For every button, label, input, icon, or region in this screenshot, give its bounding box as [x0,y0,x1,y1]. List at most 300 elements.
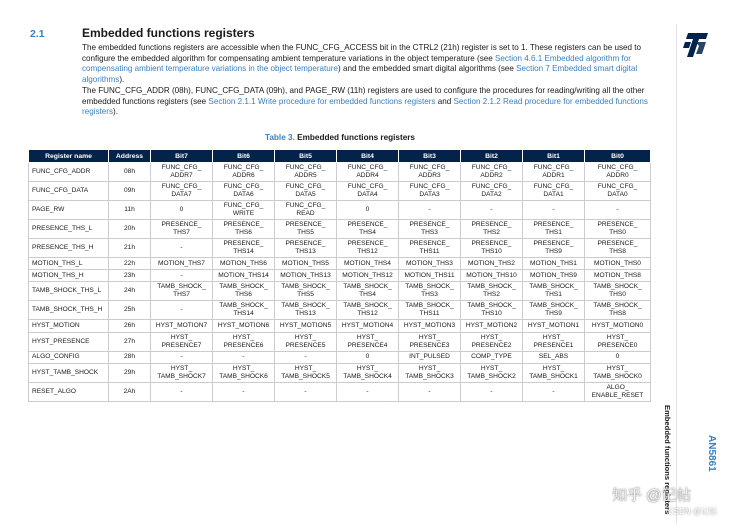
bit-cell [337,363,399,382]
table-row [29,320,651,332]
bit-cell [151,182,213,201]
register-name-cell: PAGE_RW [29,201,109,220]
address-cell: 23h [109,270,151,282]
bit-label: THS14 [233,248,254,255]
bit-cell [461,163,523,182]
bit-label: TAMB_SHOCK_ [593,283,642,291]
bit-cell [523,182,585,201]
bit-cell [337,332,399,351]
register-name-cell: MOTION_THS_H [29,270,109,282]
bit-label: TAMB_SHOCK_ [405,283,454,291]
address-cell: 29h [109,363,151,382]
bit-cell [461,382,523,401]
document-code: AN5861 [706,435,717,472]
bit-label: - [428,387,431,395]
bit-label: - [304,387,307,395]
bit-cell [275,163,337,182]
bit-label: PRESENCE_ [533,240,574,247]
bit-cell [337,163,399,182]
column-header: Bit4 [337,150,399,163]
bit-label: FUNC_CFG_ [347,164,388,171]
watermark-main: 知乎 @记帖 [612,487,692,504]
column-header: Bit3 [399,150,461,163]
link-section-7[interactable]: Section 7 Embedded smart digital algorithms [82,64,638,84]
column-header: Address [109,150,151,163]
bit-label: TAMB_SHOCK_ [343,302,392,310]
bit-cell [523,382,585,401]
bit-label: MOTION_THS2 [468,259,515,267]
bit-label: WRITE [232,210,255,217]
bit-label: TAMB_SHOCK2 [467,372,516,380]
bit-label: - [490,206,493,213]
bit-cell [523,320,585,332]
bit-label: PRESENCE_ [533,221,574,228]
address-cell: 20h [109,220,151,239]
bit-label: THS3 [421,291,438,299]
bit-label: HYST_ [418,364,441,372]
bit-label: HYST_ [232,364,255,372]
bit-cell [151,258,213,270]
bit-label: THS5 [297,291,314,299]
address-cell: 22h [109,258,151,270]
column-header: Bit5 [275,150,337,163]
bit-label: MOTION_THS9 [530,271,577,279]
bit-label: - [490,387,493,395]
bit-label: TAMB_SHOCK_ [529,302,578,310]
table-row [29,351,651,363]
register-name-cell: ALGO_CONFIG [29,351,109,363]
bit-label: PRESENCE0 [597,341,638,349]
bit-cell [213,382,275,401]
table-header-row [29,150,651,163]
bit-label: TAMB_SHOCK_ [219,302,268,310]
table-row [29,282,651,301]
register-name-cell: RESET_ALGO [29,382,109,401]
bit-label: MOTION_THS11 [404,271,455,279]
bit-cell [337,282,399,301]
bit-cell [523,201,585,220]
bit-cell [585,332,651,351]
procedure-paragraph [82,86,648,118]
bit-label: DATA4 [357,191,378,198]
bit-cell [213,282,275,301]
bit-label: ADDR3 [418,172,441,179]
table-row [29,258,651,270]
bit-label: MOTION_THS1 [530,259,577,267]
bit-label: PRESENCE1 [533,341,574,349]
bit-label: TAMB_SHOCK5 [281,372,330,380]
bit-label: - [366,387,369,395]
bit-label: DATA7 [171,191,192,198]
bit-cell [461,282,523,301]
registers-table [28,149,651,402]
bit-cell [399,163,461,182]
bit-label: 0 [179,206,184,213]
sidebar-section-title: Embedded functions registers [663,405,672,515]
bit-cell [585,320,651,332]
bit-label: HYST_MOTION4 [341,321,394,329]
bit-label: ADDR1 [542,172,565,179]
address-cell: 25h [109,301,151,320]
section-title: Embedded functions registers [82,26,255,40]
address-cell: 09h [109,182,151,201]
bit-label: ADDR7 [170,172,193,179]
register-name-cell: TAMB_SHOCK_THS_H [29,301,109,320]
bit-label: THS5 [297,229,314,236]
column-header: Bit1 [523,150,585,163]
bit-label: THS8 [609,248,626,255]
bit-cell [213,332,275,351]
bit-label: PRESENCE4 [347,341,388,349]
bit-cell [585,239,651,258]
bit-label: - [180,387,183,395]
bit-label: HYST_ [294,364,317,372]
bit-label: FUNC_CFG_ [597,164,638,171]
bit-label: HYST_ [542,364,565,372]
bit-label: TAMB_SHOCK_ [281,302,330,310]
bit-cell [523,282,585,301]
bit-label: DATA5 [295,191,316,198]
bit-label: PRESENCE_ [285,221,326,228]
bit-cell [151,320,213,332]
bit-label: THS9 [545,248,562,255]
bit-label: FUNC_CFG_ [223,202,264,209]
bit-label: FUNC_CFG_ [533,183,574,190]
bit-cell [213,182,275,201]
bit-label: HYST_ [356,333,379,341]
bit-label: HYST_MOTION6 [217,321,270,329]
paragraph-text: ). [113,107,118,117]
bit-label: HYST_ [606,333,629,341]
address-cell: 26h [109,320,151,332]
bit-cell [461,320,523,332]
address-cell: 24h [109,282,151,301]
table-row [29,163,651,182]
column-header: Bit7 [151,150,213,163]
bit-label: FUNC_CFG_ [533,164,574,171]
bit-label: - [616,206,619,213]
bit-label: PRESENCE_ [347,240,388,247]
bit-label: HYST_ [356,364,379,372]
bit-label: 0 [365,206,370,213]
bit-label: PRESENCE3 [409,341,450,349]
bit-cell [151,239,213,258]
bit-cell [585,363,651,382]
bit-label: - [304,353,307,361]
bit-cell [461,332,523,351]
bit-label: TAMB_SHOCK6 [219,372,268,380]
register-name-cell: FUNC_CFG_ADDR [29,163,109,182]
bit-cell [337,201,399,220]
bit-label: HYST_ [418,333,441,341]
bit-label: THS10 [481,310,502,318]
bit-label: THS0 [609,229,626,236]
bit-label: THS7 [173,291,190,299]
sidebar-divider [676,24,677,524]
bit-cell [151,201,213,220]
bit-cell [213,351,275,363]
register-name-cell: HYST_MOTION [29,320,109,332]
address-cell: 28h [109,351,151,363]
bit-label: MOTION_THS6 [220,259,267,267]
bit-cell [461,182,523,201]
bit-label: PRESENCE6 [223,341,264,349]
bit-label: READ [296,210,315,217]
bit-label: HYST_ [542,333,565,341]
paragraph-text: ). [119,74,125,84]
bit-cell [275,220,337,239]
bit-label: DATA3 [419,191,440,198]
section-number: 2.1 [30,28,45,40]
bit-cell [275,301,337,320]
bit-label: TAMB_SHOCK_ [281,283,330,291]
table-caption-label: Table 3. [264,133,295,142]
bit-cell [461,258,523,270]
bit-cell [337,301,399,320]
bit-label: HYST_ [480,333,503,341]
address-cell: 2Ah [109,382,151,401]
bit-label: THS2 [483,229,500,236]
bit-label: HYST_MOTION1 [527,321,580,329]
bit-cell [523,239,585,258]
bit-cell [213,301,275,320]
bit-label: - [180,353,183,361]
bit-cell [213,258,275,270]
bit-label: MOTION_THS4 [344,259,391,267]
bit-label: - [242,353,245,361]
bit-cell [337,220,399,239]
bit-label: PRESENCE_ [597,221,638,228]
bit-label: FUNC_CFG_ [409,183,450,190]
bit-label: TAMB_SHOCK1 [529,372,578,380]
bit-label: - [428,206,431,213]
bit-label: FUNC_CFG_ [285,183,326,190]
bit-cell [461,270,523,282]
bit-cell [275,258,337,270]
bit-label: MOTION_THS5 [282,259,329,267]
bit-label: ALGO_ [606,383,629,391]
bit-cell [399,363,461,382]
bit-cell [399,320,461,332]
bit-label: MOTION_THS13 [280,271,331,279]
bit-label: HYST_ [480,364,503,372]
bit-cell [399,258,461,270]
bit-cell [213,270,275,282]
address-cell: 08h [109,163,151,182]
bit-label: THS12 [357,248,378,255]
bit-cell [399,301,461,320]
bit-label: HYST_ [606,364,629,372]
bit-label: TAMB_SHOCK3 [405,372,454,380]
bit-cell [275,332,337,351]
bit-label: THS2 [483,291,500,299]
bit-cell [399,282,461,301]
bit-label: - [180,306,183,314]
bit-label: THS11 [419,310,440,318]
bit-label: THS1 [545,229,562,236]
bit-label: HYST_MOTION7 [155,321,208,329]
bit-cell [523,351,585,363]
bit-cell [523,363,585,382]
bit-label: - [552,206,555,213]
bit-label: THS0 [609,291,626,299]
bit-label: ADDR6 [232,172,255,179]
bit-cell [585,382,651,401]
bit-label: TAMB_SHOCK_ [467,302,516,310]
bit-label: HYST_ [170,364,193,372]
bit-cell [151,220,213,239]
table-body [29,163,651,402]
bit-cell [585,182,651,201]
bit-label: TAMB_SHOCK_ [529,283,578,291]
bit-label: PRESENCE_ [597,240,638,247]
bit-cell [275,382,337,401]
bit-cell [151,351,213,363]
bit-cell [399,220,461,239]
bit-cell [275,320,337,332]
bit-label: 0 [365,353,370,361]
bit-label: TAMB_SHOCK_ [157,283,206,291]
bit-label: THS6 [235,291,252,299]
bit-cell [213,163,275,182]
bit-cell [523,332,585,351]
table-row [29,201,651,220]
bit-label: HYST_MOTION2 [465,321,518,329]
bit-label: 0 [615,353,620,361]
bit-cell [213,201,275,220]
bit-label: MOTION_THS3 [406,259,453,267]
bit-cell [399,270,461,282]
bit-cell [151,382,213,401]
table-row [29,301,651,320]
bit-cell [523,258,585,270]
address-cell: 27h [109,332,151,351]
bit-label: THS9 [545,310,562,318]
bit-label: ADDR4 [356,172,379,179]
table-row [29,363,651,382]
bit-cell [337,258,399,270]
bit-cell [213,363,275,382]
bit-cell [585,301,651,320]
bit-label: PRESENCE_ [161,221,202,228]
bit-cell [399,239,461,258]
register-name-cell: TAMB_SHOCK_THS_L [29,282,109,301]
bit-label: MOTION_THS7 [158,259,205,267]
bit-cell [585,282,651,301]
column-header: Register name [29,150,109,163]
bit-label: PRESENCE_ [223,221,264,228]
bit-label: HYST_MOTION5 [279,321,332,329]
bit-cell [461,363,523,382]
bit-cell [461,301,523,320]
bit-cell [523,163,585,182]
bit-cell [461,239,523,258]
bit-label: PRESENCE7 [161,341,202,349]
bit-cell [337,239,399,258]
bit-cell [275,182,337,201]
bit-label: MOTION_THS8 [594,271,641,279]
link-section-4-6-1[interactable]: Section 4.6.1 Embedded algorithm for compensating ambient temperature variations in the object temperature [82,53,631,74]
bit-label: FUNC_CFG_ [347,183,388,190]
table-row [29,239,651,258]
link-section-2-1-2[interactable]: Section 2.1.2 Read procedure for embedded functions registers [82,96,648,117]
bit-label: THS7 [173,229,190,236]
link-section-2-1-1[interactable]: Section 2.1.1 Write procedure for embedded functions registers [208,96,436,106]
bit-cell [275,351,337,363]
bit-label: THS8 [609,310,626,318]
bit-label: ADDR2 [480,172,503,179]
bit-cell [585,270,651,282]
bit-label: TAMB_SHOCK7 [157,372,206,380]
bit-label: FUNC_CFG_ [471,164,512,171]
table-row [29,270,651,282]
column-header: Bit6 [213,150,275,163]
bit-label: COMP_TYPE [471,353,512,361]
bit-label: PRESENCE_ [409,221,450,228]
bit-label: FUNC_CFG_ [597,183,638,190]
bit-cell [399,332,461,351]
bit-label: PRESENCE_ [409,240,450,247]
bit-label: FUNC_CFG_ [285,164,326,171]
register-name-cell: PRESENCE_THS_H [29,239,109,258]
watermark-sub: CSDN @记帖 [668,507,718,516]
bit-label: FUNC_CFG_ [285,202,326,209]
bit-label: - [242,387,245,395]
bit-cell [337,270,399,282]
bit-label: - [552,387,555,395]
bit-cell [337,351,399,363]
bit-label: PRESENCE_ [285,240,326,247]
bit-cell [275,239,337,258]
bit-label: THS14 [233,310,254,318]
bit-cell [585,351,651,363]
bit-label: THS1 [545,291,562,299]
bit-cell [275,270,337,282]
bit-cell [585,220,651,239]
bit-cell [585,258,651,270]
bit-label: TAMB_SHOCK_ [343,283,392,291]
bit-label: HYST_ [170,333,193,341]
table-row [29,332,651,351]
address-cell: 11h [109,201,151,220]
bit-label: THS3 [421,229,438,236]
bit-cell [151,301,213,320]
register-name-cell: HYST_TAMB_SHOCK [29,363,109,382]
bit-label: ADDR5 [294,172,317,179]
bit-label: PRESENCE_ [471,240,512,247]
bit-label: DATA2 [481,191,502,198]
bit-label: THS6 [235,229,252,236]
bit-cell [275,201,337,220]
bit-cell [337,320,399,332]
bit-cell [585,201,651,220]
bit-label: THS12 [357,310,378,318]
bit-cell [151,363,213,382]
bit-label: SEL_ABS [538,353,569,361]
bit-label: HYST_MOTION0 [591,321,644,329]
bit-cell [275,363,337,382]
bit-cell [523,220,585,239]
bit-label: - [180,271,183,279]
bit-label: TAMB_SHOCK_ [593,302,642,310]
bit-cell [461,201,523,220]
bit-label: FUNC_CFG_ [471,183,512,190]
paragraph-text: ) and the embedded smart digital algorithms (see [338,64,517,74]
table-caption [0,133,680,142]
bit-cell [337,382,399,401]
bit-label: TAMB_SHOCK_ [467,283,516,291]
bit-label: HYST_ [232,333,255,341]
